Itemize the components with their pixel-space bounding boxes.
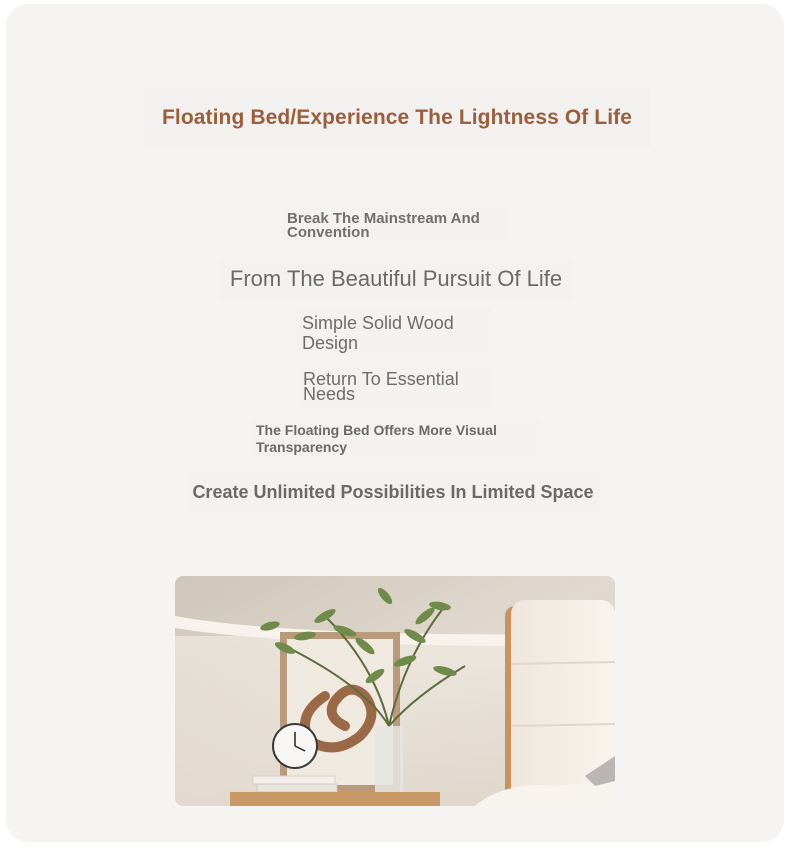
tagline-unlimited-possibilities: Create Unlimited Possibilities In Limited Space bbox=[186, 472, 600, 512]
tagline-essential-needs: Return To Essential Needs bbox=[297, 366, 495, 408]
tagline-break-convention: Break The Mainstream And Convention bbox=[281, 206, 507, 246]
tagline-pursuit-of-life: From The Beautiful Pursuit Of Life bbox=[218, 258, 574, 300]
page-title: Floating Bed/Experience The Lightness Of Life bbox=[144, 88, 650, 146]
tagline-visual-transparency: The Floating Bed Offers More Visual Transparency bbox=[250, 418, 540, 456]
tagline-solid-wood: Simple Solid Wood Design bbox=[296, 308, 492, 354]
bedroom-product-photo bbox=[175, 576, 615, 806]
